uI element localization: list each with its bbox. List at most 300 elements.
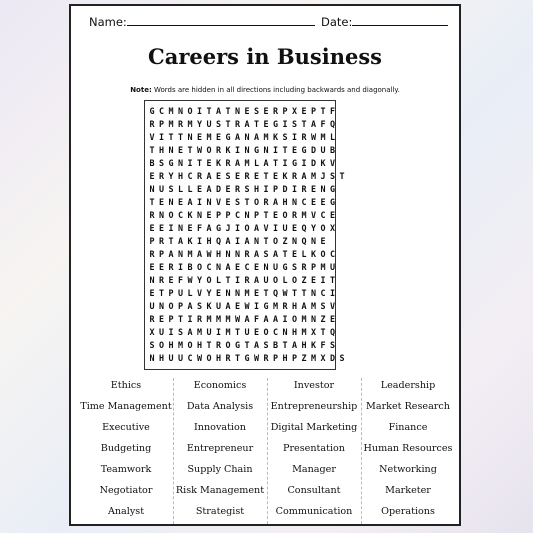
grid-letter: S [282, 132, 288, 142]
grid-letter: W [196, 353, 203, 363]
grid-letter: R [177, 119, 184, 129]
grid-letter: R [215, 340, 222, 350]
grid-letter: L [253, 158, 260, 168]
grid-row [145, 222, 335, 235]
grid-letter: J [320, 171, 326, 181]
grid-letter: P [282, 106, 288, 116]
grid-letter: S [244, 184, 250, 194]
grid-letter: E [263, 119, 269, 129]
grid-letter: N [168, 197, 174, 207]
grid-letter: O [206, 145, 212, 155]
grid-letter: F [253, 314, 260, 324]
grid-letter: C [206, 262, 212, 272]
grid-letter: E [158, 197, 165, 207]
grid-row [145, 339, 335, 352]
grid-letter: I [187, 314, 193, 324]
grid-row [145, 313, 335, 326]
grid-letter: A [272, 249, 279, 259]
grid-letter: B [272, 340, 279, 350]
grid-letter: T [263, 171, 269, 181]
grid-letter: N [244, 132, 250, 142]
grid-letter: E [291, 223, 298, 233]
grid-letter: D [329, 353, 336, 363]
grid-letter: N [310, 288, 317, 298]
grid-letter: R [282, 301, 288, 311]
grid-letter: M [320, 262, 326, 272]
word-item: Economics [193, 380, 247, 391]
grid-letter: I [158, 132, 165, 142]
grid-letter: A [234, 132, 241, 142]
word-item: Negotiator [99, 485, 153, 496]
grid-letter: N [244, 145, 250, 155]
word-item: Entrepreneur [186, 443, 254, 454]
grid-letter: S [291, 119, 298, 129]
grid-letter: Q [272, 288, 279, 298]
grid-letter: G [263, 301, 269, 311]
grid-letter: I [301, 158, 307, 168]
grid-letter: C [301, 197, 307, 207]
grid-letter: G [291, 158, 298, 168]
grid-letter: G [244, 353, 250, 363]
grid-row [145, 118, 335, 131]
word-list [71, 378, 459, 524]
grid-letter: R [234, 184, 241, 194]
grid-letter: B [187, 262, 193, 272]
grid-letter: A [187, 327, 193, 337]
grid-letter: T [291, 288, 298, 298]
grid-letter: H [253, 184, 260, 194]
grid-letter: E [158, 314, 165, 324]
grid-row [145, 144, 335, 157]
grid-letter: T [234, 327, 241, 337]
grid-letter: U [177, 353, 184, 363]
grid-letter: N [149, 275, 155, 285]
note-text: Words are hidden in all directions including backwards and diagonally. [151, 86, 400, 94]
grid-letter: W [244, 301, 250, 311]
grid-letter: H [282, 353, 288, 363]
grid-letter: C [187, 171, 193, 181]
grid-row [145, 261, 335, 274]
grid-letter: O [168, 301, 174, 311]
grid-letter: S [234, 197, 241, 207]
grid-letter: S [291, 262, 298, 272]
grid-letter: A [244, 236, 250, 246]
grid-letter: R [158, 171, 165, 181]
grid-letter: F [320, 340, 326, 350]
grid-letter: H [158, 145, 165, 155]
grid-letter: I [320, 275, 326, 285]
grid-letter: H [301, 340, 307, 350]
grid-letter: H [215, 249, 222, 259]
grid-letter: S [329, 171, 336, 181]
grid-letter: S [215, 119, 222, 129]
grid-letter: T [263, 288, 269, 298]
grid-letter: N [282, 327, 288, 337]
word-item: Leadership [380, 380, 436, 391]
grid-letter: E [177, 145, 184, 155]
grid-letter: W [310, 132, 317, 142]
grid-row [145, 235, 335, 248]
grid-letter: R [158, 236, 165, 246]
grid-letter: V [329, 158, 336, 168]
grid-letter: A [263, 314, 269, 324]
grid-letter: A [206, 184, 212, 194]
grid-letter: U [272, 262, 279, 272]
grid-letter: U [177, 288, 184, 298]
grid-letter: A [187, 301, 193, 311]
grid-letter: B [329, 145, 336, 155]
grid-letter: T [225, 106, 231, 116]
grid-letter: Z [301, 275, 307, 285]
grid-letter: N [225, 288, 231, 298]
grid-letter: R [168, 262, 174, 272]
word-item: Innovation [194, 422, 246, 433]
date-field [321, 14, 448, 29]
grid-letter: E [244, 106, 250, 116]
word-item: Networking [379, 464, 437, 475]
grid-letter: M [244, 158, 250, 168]
grid-letter: Z [282, 236, 288, 246]
grid-letter: O [272, 275, 279, 285]
grid-letter: H [282, 197, 288, 207]
grid-letter: E [253, 288, 260, 298]
grid-letter: C [177, 210, 184, 220]
grid-letter: O [206, 275, 212, 285]
grid-letter: E [310, 197, 317, 207]
grid-letter: U [168, 353, 174, 363]
grid-letter: K [187, 236, 193, 246]
grid-letter: E [225, 197, 231, 207]
grid-letter: L [177, 184, 184, 194]
grid-letter: I [282, 314, 288, 324]
grid-letter: T [282, 145, 288, 155]
grid-letter: E [158, 223, 165, 233]
grid-letter: E [225, 184, 231, 194]
grid-letter: R [301, 262, 307, 272]
grid-letter: K [206, 301, 212, 311]
grid-letter: M [301, 314, 307, 324]
grid-letter: V [263, 223, 269, 233]
grid-letter: E [291, 249, 298, 259]
grid-letter: A [291, 340, 298, 350]
grid-letter: R [215, 145, 222, 155]
grid-letter: Y [310, 223, 317, 233]
grid-letter: V [329, 301, 336, 311]
grid-letter: U [244, 327, 250, 337]
grid-letter: X [320, 353, 326, 363]
grid-letter: M [215, 314, 222, 324]
grid-letter: G [215, 223, 222, 233]
grid-letter: O [244, 223, 250, 233]
grid-letter: Q [329, 119, 336, 129]
grid-letter: I [234, 275, 241, 285]
grid-letter: N [234, 249, 241, 259]
grid-letter: N [158, 210, 165, 220]
grid-letter: E [168, 275, 174, 285]
grid-letter: N [291, 197, 298, 207]
grid-letter: O [187, 106, 193, 116]
grid-letter: R [244, 171, 250, 181]
grid-letter: O [206, 353, 212, 363]
grid-letter: G [149, 106, 155, 116]
grid-letter: T [329, 275, 336, 285]
grid-letter: R [225, 353, 231, 363]
grid-letter: A [244, 119, 250, 129]
word-item: Digital Marketing [270, 422, 358, 433]
grid-letter: M [301, 210, 307, 220]
grid-letter: M [177, 340, 184, 350]
word-item: Executive [102, 422, 150, 433]
grid-letter: T [282, 340, 288, 350]
grid-letter: T [187, 145, 193, 155]
grid-letter: A [196, 249, 203, 259]
grid-letter: Q [301, 223, 307, 233]
word-column [361, 378, 455, 524]
grid-letter: L [187, 184, 193, 194]
grid-letter: N [320, 184, 326, 194]
grid-letter: E [149, 288, 155, 298]
grid-letter: P [177, 301, 184, 311]
grid-letter: E [272, 210, 279, 220]
grid-letter: L [187, 288, 193, 298]
word-item: Teamwork [100, 464, 152, 475]
word-item: Risk Management [175, 485, 265, 496]
instructions-note [71, 86, 459, 94]
grid-letter: N [196, 210, 203, 220]
grid-letter: S [177, 327, 184, 337]
grid-letter: I [215, 327, 222, 337]
grid-letter: C [234, 210, 241, 220]
word-item: Human Resources [363, 443, 453, 454]
grid-letter: E [234, 262, 241, 272]
grid-letter: S [158, 158, 165, 168]
grid-letter: A [215, 106, 222, 116]
grid-letter: T [339, 171, 345, 181]
grid-letter: S [253, 106, 260, 116]
grid-letter: S [196, 301, 203, 311]
grid-letter: O [291, 275, 298, 285]
grid-letter: E [301, 106, 307, 116]
grid-letter: I [196, 106, 203, 116]
grid-letter: G [168, 158, 174, 168]
grid-letter: S [329, 340, 336, 350]
grid-letter: T [263, 210, 269, 220]
grid-letter: T [149, 197, 155, 207]
grid-letter: Y [168, 171, 174, 181]
grid-letter: I [291, 184, 298, 194]
grid-letter: E [196, 132, 203, 142]
grid-letter: T [196, 158, 203, 168]
grid-letter: P [168, 288, 174, 298]
grid-letter: I [253, 301, 260, 311]
grid-letter: R [149, 249, 155, 259]
grid-letter: H [158, 353, 165, 363]
grid-letter: O [282, 210, 288, 220]
grid-letter: G [282, 262, 288, 272]
grid-letter: E [158, 262, 165, 272]
grid-row [145, 287, 335, 300]
grid-letter: U [263, 275, 269, 285]
grid-row [145, 248, 335, 261]
grid-letter: P [310, 262, 317, 272]
grid-letter: T [177, 132, 184, 142]
grid-letter: U [329, 262, 336, 272]
grid-letter: D [310, 158, 317, 168]
grid-letter: T [301, 119, 307, 129]
grid-letter: M [301, 327, 307, 337]
word-item: Market Research [366, 401, 450, 412]
grid-letter: T [206, 340, 212, 350]
name-label: Name: [89, 15, 127, 29]
grid-letter: M [206, 314, 212, 324]
grid-letter: Q [301, 236, 307, 246]
word-item: Time Management [80, 401, 172, 412]
grid-letter: R [263, 353, 269, 363]
name-field [89, 14, 315, 29]
grid-letter: E [215, 288, 222, 298]
grid-letter: E [206, 158, 212, 168]
grid-letter: A [225, 236, 231, 246]
grid-letter: T [253, 119, 260, 129]
grid-letter: T [320, 327, 326, 337]
grid-letter: R [291, 171, 298, 181]
grid-letter: E [206, 210, 212, 220]
grid-letter: Y [196, 275, 203, 285]
grid-letter: G [329, 184, 336, 194]
grid-letter: A [234, 158, 241, 168]
grid-letter: R [244, 275, 250, 285]
grid-letter: M [310, 301, 317, 311]
grid-letter: V [215, 197, 222, 207]
grid-letter: Z [301, 353, 307, 363]
word-item: Marketer [385, 485, 431, 496]
grid-letter: O [196, 262, 203, 272]
grid-letter: Q [215, 236, 222, 246]
grid-letter: C [272, 327, 279, 337]
word-item: Supply Chain [187, 464, 253, 475]
grid-letter: M [320, 132, 326, 142]
grid-letter: T [225, 275, 231, 285]
grid-letter: T [234, 353, 241, 363]
grid-letter: O [263, 327, 269, 337]
grid-letter: L [282, 275, 288, 285]
word-item: Data Analysis [186, 401, 254, 412]
grid-letter: A [168, 249, 174, 259]
grid-row [145, 209, 335, 222]
grid-letter: R [272, 106, 279, 116]
word-item: Entrepreneurship [270, 401, 358, 412]
grid-letter: T [168, 132, 174, 142]
grid-letter: O [272, 236, 279, 246]
grid-letter: R [149, 314, 155, 324]
grid-letter: L [215, 275, 222, 285]
grid-letter: E [253, 262, 260, 272]
grid-letter: F [196, 223, 203, 233]
grid-letter: N [225, 249, 231, 259]
grid-letter: W [234, 314, 241, 324]
grid-letter: T [244, 197, 250, 207]
grid-letter: R [263, 197, 269, 207]
grid-letter: C [320, 288, 326, 298]
grid-letter: L [329, 132, 336, 142]
grid-letter: I [234, 145, 241, 155]
grid-letter: E [187, 223, 193, 233]
word-item: Analyst [107, 506, 145, 517]
grid-letter: P [215, 210, 222, 220]
grid-letter: T [244, 340, 250, 350]
grid-letter: E [320, 197, 326, 207]
word-item: Strategist [195, 506, 245, 517]
grid-letter: R [225, 158, 231, 168]
grid-letter: E [234, 171, 241, 181]
grid-letter: G [329, 197, 336, 207]
grid-letter: A [244, 314, 250, 324]
grid-letter: M [187, 249, 193, 259]
word-item: Communication [275, 506, 353, 517]
grid-letter: N [177, 223, 184, 233]
grid-letter: T [225, 119, 231, 129]
worksheet [69, 4, 461, 526]
grid-letter: R [196, 314, 203, 324]
grid-letter: E [177, 197, 184, 207]
grid-letter: E [196, 184, 203, 194]
grid-row [145, 196, 335, 209]
grid-letter: K [310, 249, 317, 259]
grid-letter: A [187, 197, 193, 207]
grid-letter: N [244, 210, 250, 220]
grid-row [145, 274, 335, 287]
grid-letter: A [253, 223, 260, 233]
grid-letter: N [158, 301, 165, 311]
grid-letter: M [196, 327, 203, 337]
grid-letter: K [225, 145, 231, 155]
grid-letter: J [225, 223, 231, 233]
grid-letter: P [149, 236, 155, 246]
grid-letter: U [206, 327, 212, 337]
grid-letter: K [282, 171, 288, 181]
grid-row [145, 300, 335, 313]
grid-letter: M [168, 119, 174, 129]
grid-letter: I [329, 288, 336, 298]
grid-letter: N [310, 236, 317, 246]
grid-letter: P [158, 249, 165, 259]
grid-letter: M [263, 132, 269, 142]
grid-letter: F [329, 106, 336, 116]
grid-letter: H [168, 340, 174, 350]
grid-letter: E [329, 210, 336, 220]
grid-letter: F [320, 119, 326, 129]
grid-letter: I [187, 158, 193, 168]
word-column [173, 378, 268, 524]
grid-letter: C [158, 106, 165, 116]
grid-letter: T [149, 145, 155, 155]
word-item: Finance [388, 422, 428, 433]
grid-letter: Y [206, 288, 212, 298]
grid-letter: V [196, 288, 203, 298]
grid-letter: S [225, 171, 231, 181]
grid-letter: G [225, 132, 231, 142]
grid-letter: K [215, 158, 222, 168]
grid-letter: A [253, 340, 260, 350]
word-column [79, 378, 174, 524]
grid-letter: I [196, 197, 203, 207]
grid-letter: M [187, 119, 193, 129]
grid-letter: G [234, 340, 241, 350]
grid-letter: U [215, 301, 222, 311]
grid-letter: A [225, 301, 231, 311]
grid-letter: T [272, 158, 279, 168]
word-item: Presentation [283, 443, 345, 454]
